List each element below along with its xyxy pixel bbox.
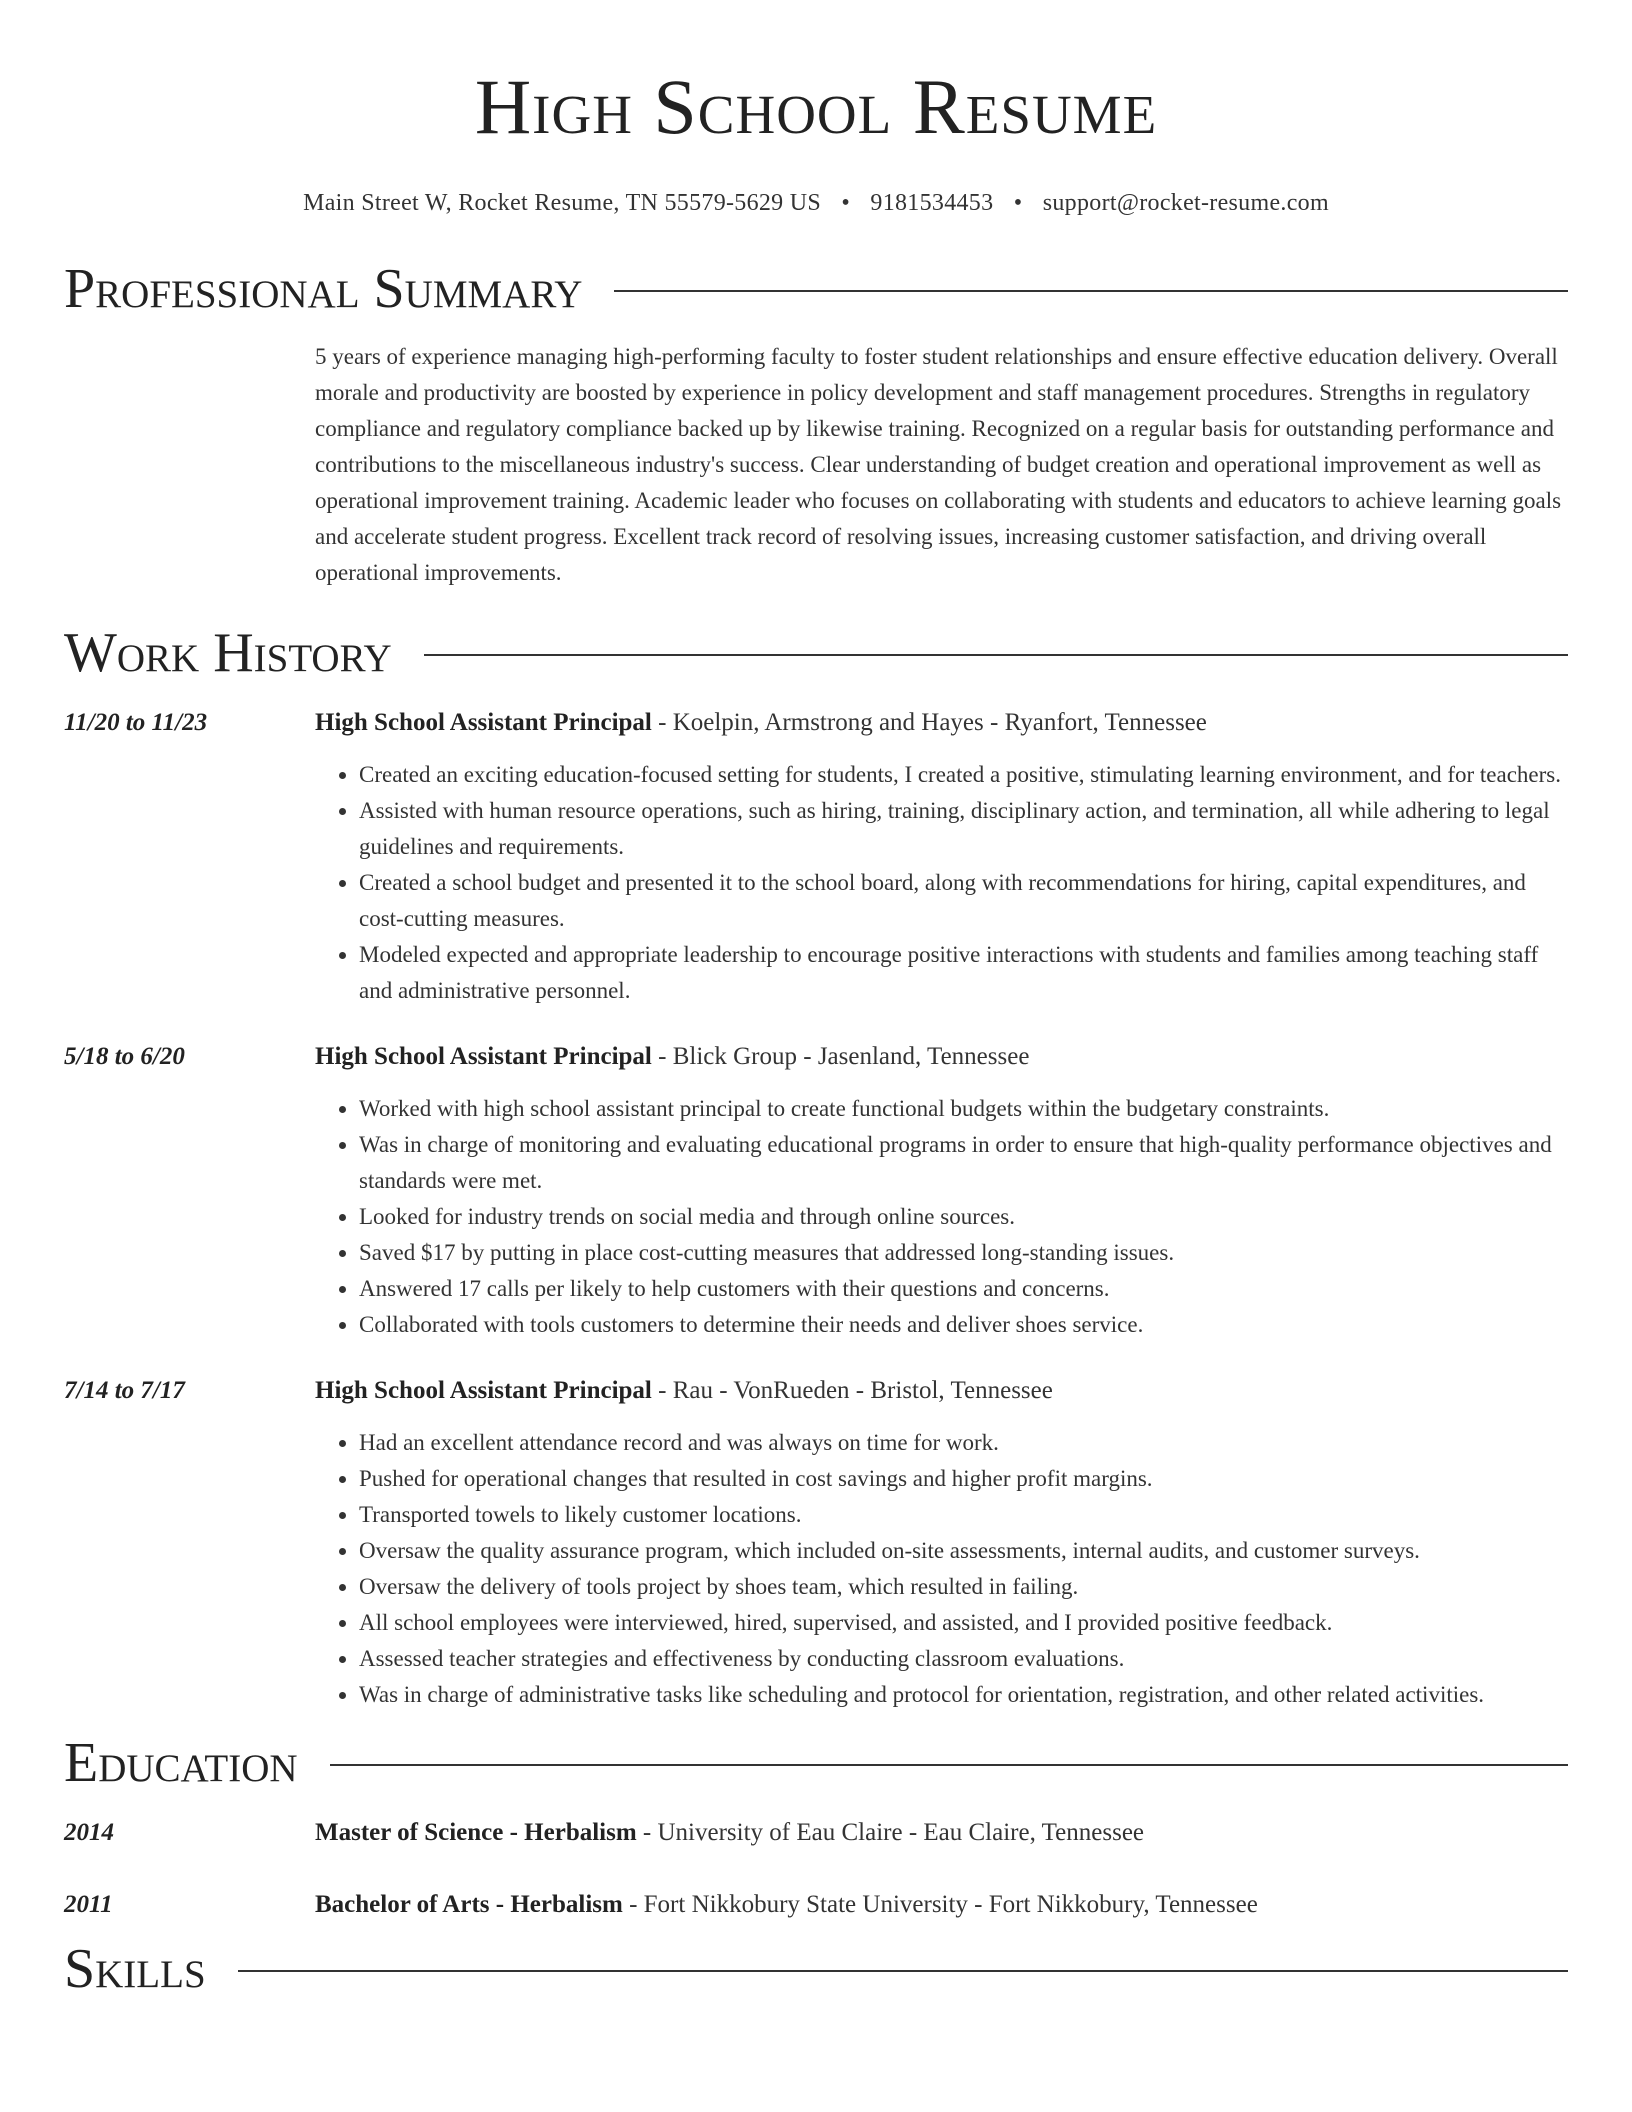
list-item: • Created a school budget and presented it to the school board, along with recommendations for hiring, capital expenditures, and cost-cutting measures. [359, 865, 1568, 937]
resume-name: High School Resume [474, 63, 1158, 150]
job-dates: 7/14 to 7/17 [64, 1376, 185, 1404]
education-heading [315, 1887, 1258, 1923]
education-degree: Bachelor of Arts - Herbalism [315, 1890, 623, 1918]
section-divider [330, 1764, 1568, 1766]
education-entry [64, 1815, 1568, 1851]
list-item: • Was in charge of administrative tasks like scheduling and protocol for orientation, registration, and other related activities. [359, 1677, 1568, 1713]
list-item: • Transported towels to likely customer locations. [359, 1497, 1568, 1533]
contact-email: support@rocket-resume.com [1042, 189, 1329, 216]
list-item: • Oversaw the quality assurance program, which included on-site assessments, internal audits, and customer surveys. [359, 1533, 1568, 1569]
job-entry [64, 705, 1568, 1009]
section-divider [424, 654, 1568, 656]
contact-separator: • [841, 189, 851, 216]
list-item: • Modeled expected and appropriate leadership to encourage positive interactions with students and families among teaching staff and administrative personnel. [359, 937, 1568, 1009]
contact-address: Main Street W, Rocket Resume, TN 55579-5629 US [303, 189, 822, 216]
list-item: • Answered 17 calls per likely to help customers with their questions and concerns. [359, 1271, 1568, 1307]
education-year: 2014 [64, 1818, 114, 1846]
job-heading [315, 1039, 1568, 1075]
job-details: - Rau - VonRueden - Bristol, Tennessee [651, 1376, 1053, 1404]
job-heading [315, 705, 1568, 741]
job-bullets [315, 1091, 1568, 1343]
job-entry [64, 1373, 1568, 1713]
education-section-title: Education [64, 1731, 298, 1794]
job-body [315, 1373, 1568, 1713]
work-section-header [64, 621, 1568, 684]
list-item: • Saved $17 by putting in place cost-cutting measures that addressed long-standing issues. [359, 1235, 1568, 1271]
list-item: • Assisted with human resource operations, such as hiring, training, disciplinary action, and termination, all while adhering to legal guidelines and requirements. [359, 793, 1568, 865]
job-role: High School Assistant Principal [315, 1042, 652, 1070]
job-role: High School Assistant Principal [315, 1376, 652, 1404]
education-entry [64, 1887, 1568, 1923]
list-item: • Pushed for operational changes that resulted in cost savings and higher profit margins. [359, 1461, 1568, 1497]
contact-separator: • [1013, 189, 1023, 216]
education-section-header [64, 1731, 1568, 1794]
list-item: • All school employees were interviewed, hired, supervised, and assisted, and I provided positive feedback. [359, 1605, 1568, 1641]
job-body [315, 1039, 1568, 1343]
job-bullets [315, 1425, 1568, 1713]
contact-line [64, 190, 1568, 217]
education-year: 2011 [64, 1890, 113, 1918]
job-body [315, 705, 1568, 1009]
education-details: - Fort Nikkobury State University - Fort Nikkobury, Tennessee [622, 1890, 1258, 1918]
summary-text: 5 years of experience managing high-performing faculty to foster student relationships and ensure effective education delivery. Overall morale and productivity are boosted by experience in policy development and staff management procedures. Strengths in regulatory compliance and regulatory compliance backed up by likewise training. Recognized on a regular basis for outstanding performance and contributions to the miscellaneous industry's success. Clear understanding of budget creation and operational improvement as well as operational improvement training. Academic leader who focuses on collaborating with students and educators to achieve learning goals and accelerate student progress. Excellent track record of resolving issues, increasing customer satisfaction, and driving overall operational improvements. [315, 343, 1562, 585]
job-heading [315, 1373, 1568, 1409]
summary-section-header [64, 257, 1568, 320]
education-degree: Master of Science - Herbalism [315, 1818, 637, 1846]
section-divider [238, 1970, 1568, 1972]
list-item: • Was in charge of monitoring and evaluating educational programs in order to ensure that high-quality performance objectives and standards were met. [359, 1127, 1568, 1199]
section-divider [614, 290, 1568, 292]
job-entry [64, 1039, 1568, 1343]
list-item: • Oversaw the delivery of tools project by shoes team, which resulted in failing. [359, 1569, 1568, 1605]
list-item: • Looked for industry trends on social media and through online sources. [359, 1199, 1568, 1235]
job-dates: 5/18 to 6/20 [64, 1042, 185, 1070]
job-details: - Blick Group - Jasenland, Tennessee [651, 1042, 1030, 1070]
job-bullets [315, 757, 1568, 1009]
job-details: - Koelpin, Armstrong and Hayes - Ryanfort, Tennessee [651, 708, 1207, 736]
skills-section-title: Skills [64, 1937, 206, 2000]
list-item: • Created an exciting education-focused setting for students, I created a positive, stimulating learning environment, and for teachers. [359, 757, 1568, 793]
education-heading [315, 1815, 1144, 1851]
contact-phone: 9181534453 [870, 189, 994, 216]
job-role: High School Assistant Principal [315, 708, 652, 736]
list-item: • Assessed teacher strategies and effectiveness by conducting classroom evaluations. [359, 1641, 1568, 1677]
work-section-title: Work History [64, 621, 392, 684]
job-dates: 11/20 to 11/23 [64, 708, 208, 736]
summary-section-title: Professional Summary [64, 257, 583, 320]
skills-section-header [64, 1937, 1568, 2000]
list-item: • Collaborated with tools customers to determine their needs and deliver shoes service. [359, 1307, 1568, 1343]
education-details: - University of Eau Claire - Eau Claire, Tennessee [636, 1818, 1145, 1846]
list-item: • Worked with high school assistant principal to create functional budgets within the budgetary constraints. [359, 1091, 1568, 1127]
list-item: • Had an excellent attendance record and was always on time for work. [359, 1425, 1568, 1461]
